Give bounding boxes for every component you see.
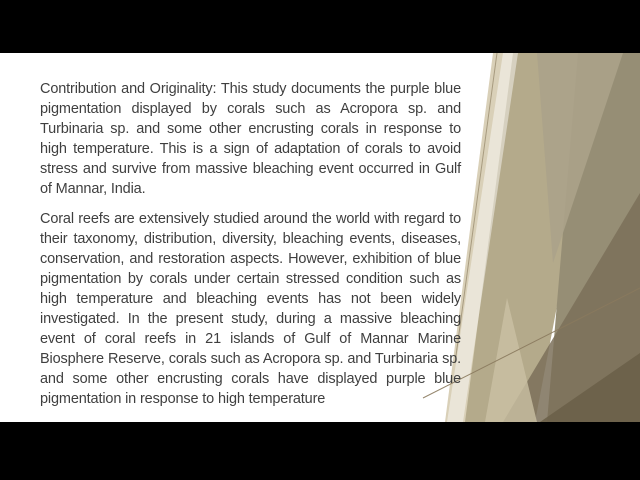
abstract-text-block xyxy=(40,79,461,419)
presentation-slide xyxy=(0,53,640,422)
contribution-paragraph: Contribution and Originality: This study documents the purple blue pigmentation displayed by corals such as Acropora sp. and Turbinaria sp. and some other encrusting corals in response to high temperature. This is a sign of adaptation of corals to avoid stress and survive from massive bleaching event occurred in Gulf of Mannar, India. xyxy=(40,81,461,197)
letterbox-bottom xyxy=(0,422,640,480)
background-paragraph: Coral reefs are extensively studied around the world with regard to their taxonomy, distribution, diversity, bleaching events, diseases, conservation, and restoration aspects. However, exhibition of blue pigmentation by corals under certain stressed condition such as high temperature and bleaching events has not been widely investigated. In the present study, during a massive bleaching event of coral reefs in 21 islands of Gulf of Mannar Marine Biosphere Reserve, corals such as Acropora sp. and Turbinaria sp. and some other encrusting corals have displayed purple blue pigmentation in response to high temperature xyxy=(40,211,461,407)
letterbox-top xyxy=(0,0,640,53)
